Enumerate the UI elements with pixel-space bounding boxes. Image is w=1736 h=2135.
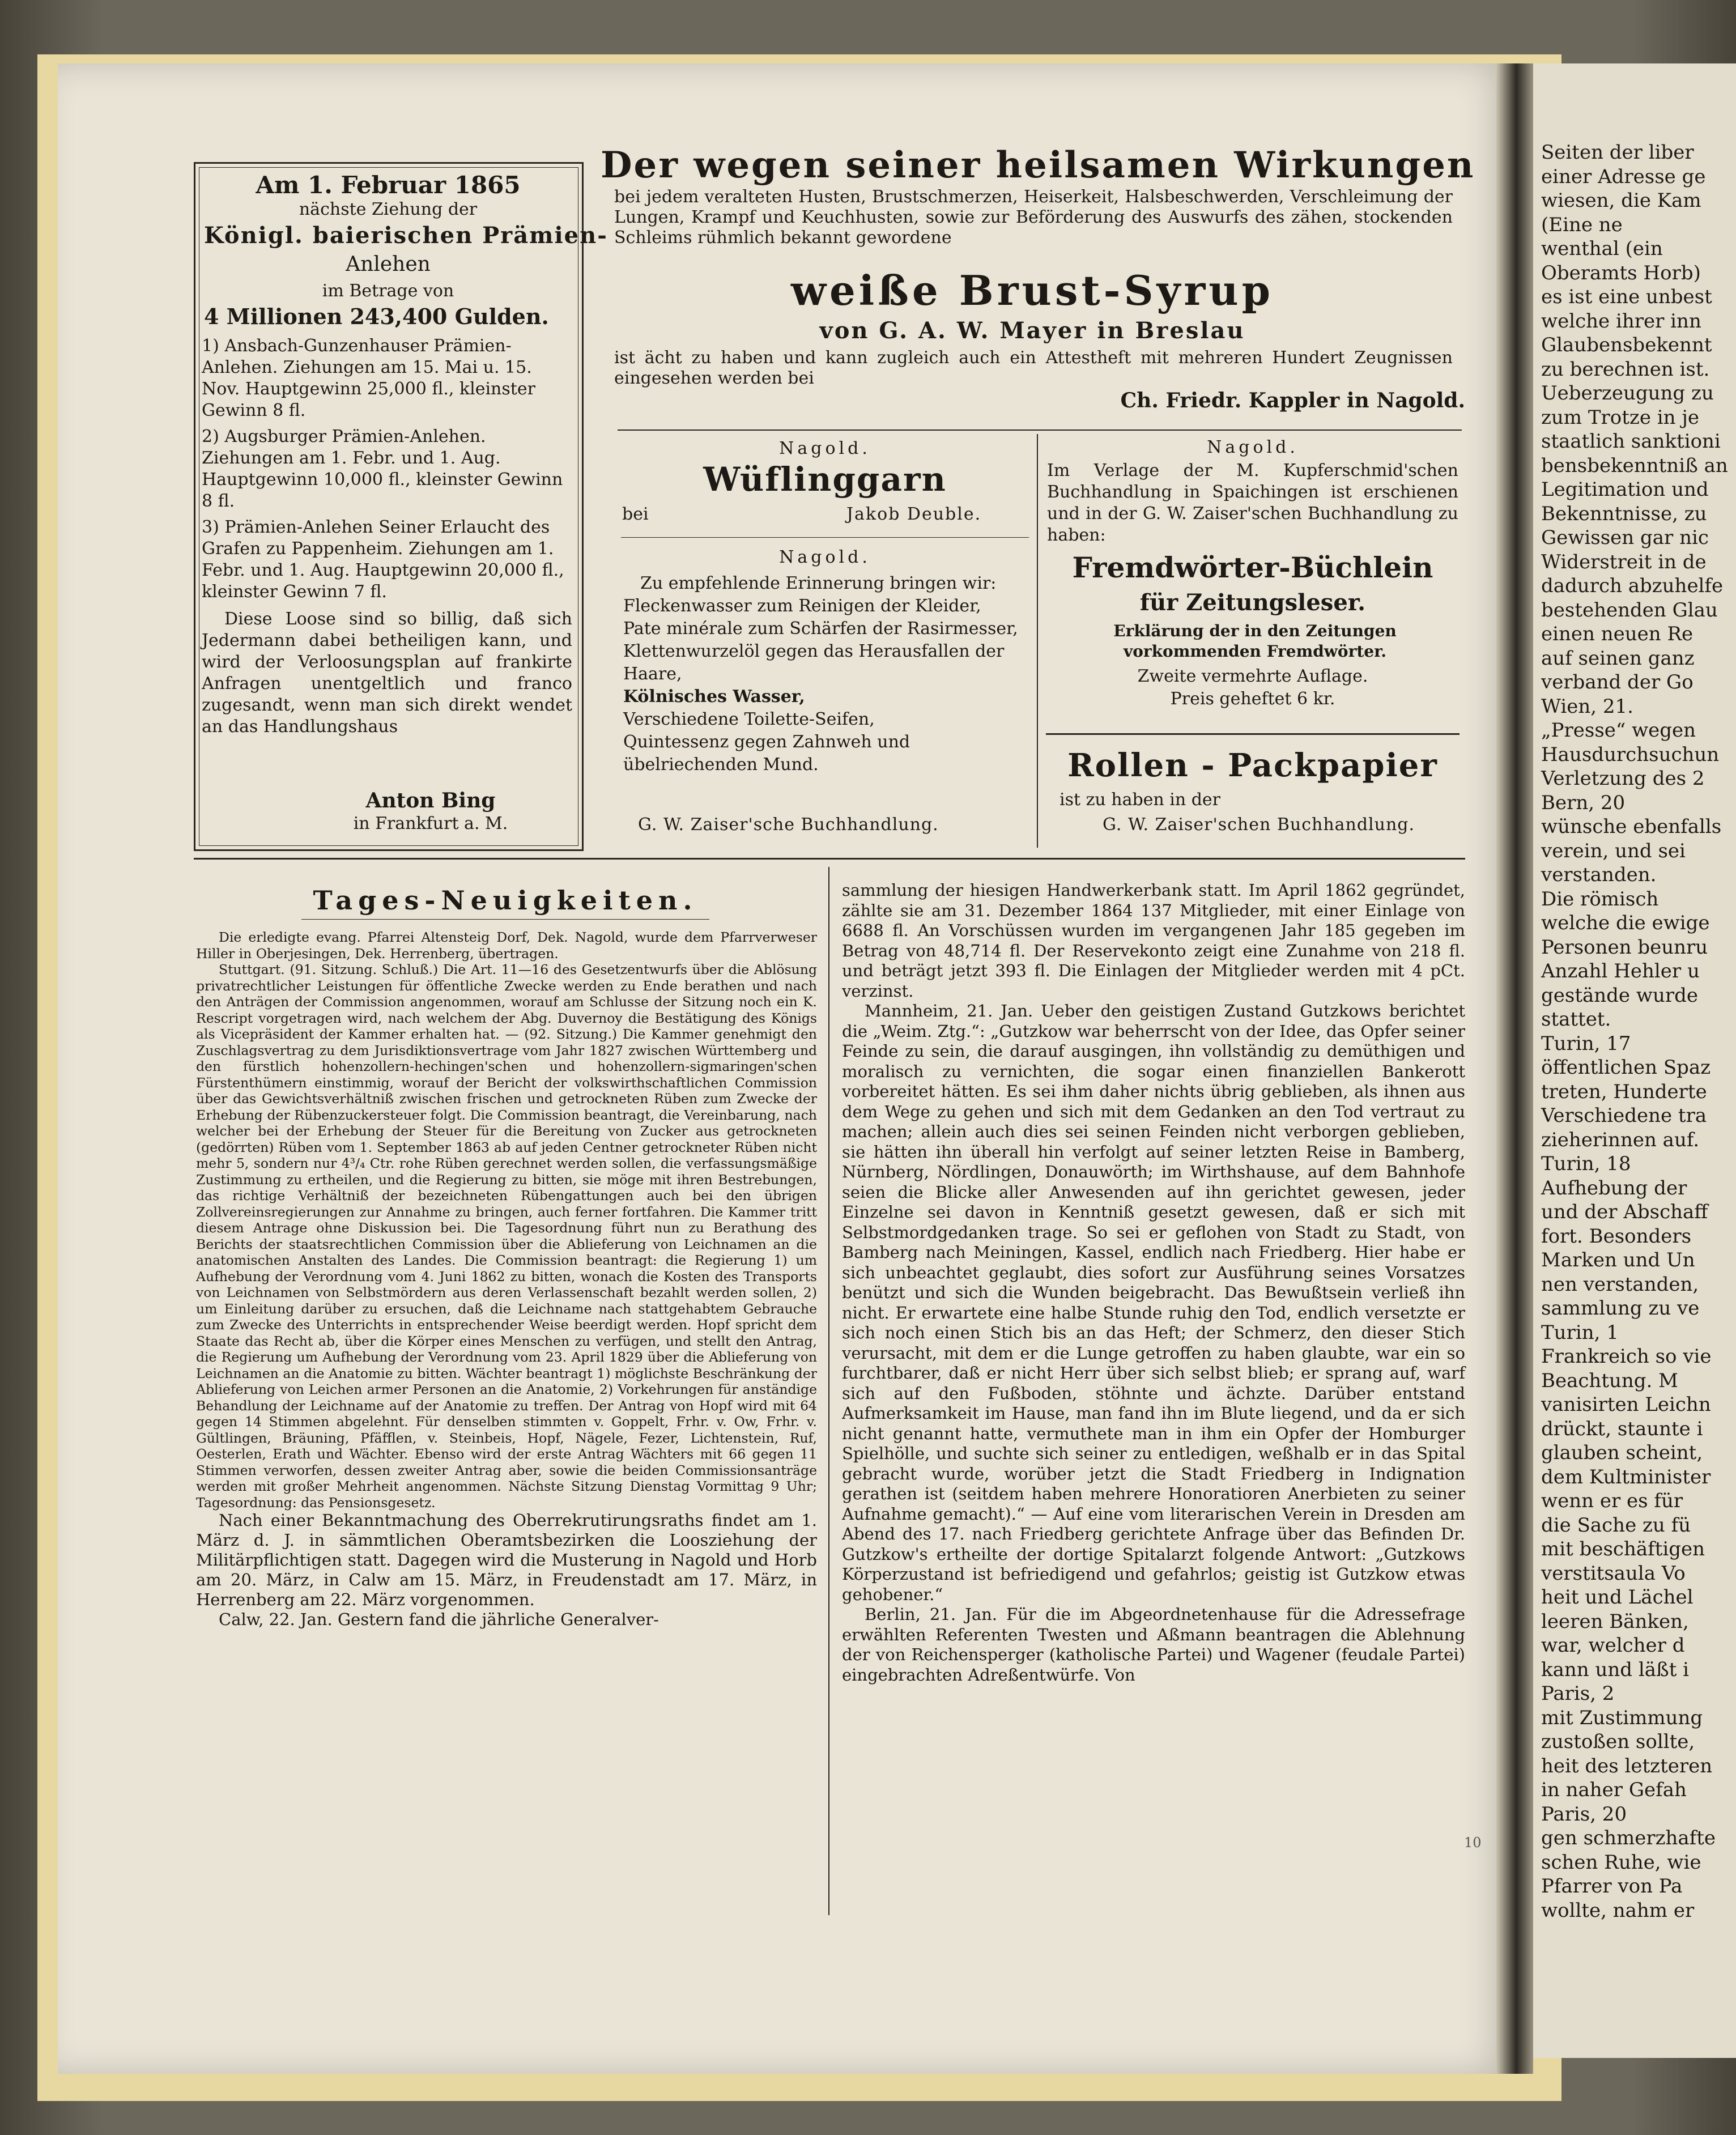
syrup-dealer: Ch. Friedr. Kappler in Nagold. [1120, 389, 1465, 412]
facing-page-line: dadurch abzuhelfe [1541, 575, 1724, 597]
facing-page-line: gestände wurde [1541, 984, 1698, 1007]
facing-page-line: in naher Gefah [1541, 1779, 1687, 1801]
book-subtitle: für Zeitungsleser. [1139, 589, 1366, 616]
lottery-item: 1) Ansbach-Gunzenhauser Prämien-Anlehen. Ziehungen am 15. Mai u. 15. Nov. Hauptgewinn 25,000 fl., kleinster Gewinn 8 fl. [202, 336, 535, 420]
cosmetics-item: Pate minérale zum Schärfen der Rasirmesser, [623, 619, 1018, 639]
paper-title: Rollen - Packpapier [1067, 747, 1438, 784]
facing-page-line: staatlich sanktioni [1541, 430, 1721, 453]
lottery-line2: nächste Ziehung der [299, 199, 478, 219]
book-place: Nagold. [1207, 437, 1299, 457]
facing-page-line: Paris, 2 [1541, 1682, 1615, 1705]
facing-page-line: welche ihrer inn [1541, 309, 1701, 333]
cosmetics-list [623, 572, 1027, 776]
lottery-items [202, 335, 572, 738]
book-edition: Zweite vermehrte Auflage. [1137, 666, 1368, 686]
news-column-1 [196, 929, 817, 1630]
facing-page-line: zustoßen sollte, [1541, 1730, 1695, 1753]
facing-page-edge [1533, 63, 1736, 2058]
cosmetics-item: Klettenwurzelöl gegen das Herausfallen der Haare, [623, 641, 1005, 684]
syrup-text1: bei jedem veralteten Husten, Brustschmerzen, Heiserkeit, Halsbeschwerden, Verschleimung der Lungen, Krampf und Keuchhusten, sowie zur Beförderung des Auswurfs des zähen, stockenden Schleims rühmlich bekannt gewordene [614, 187, 1453, 248]
book-text: Im Verlage der M. Kupferschmid'schen Buchhandlung in Spaichingen ist erschienen und in der G. W. Zaiser'schen Buchhandlung zu haben: [1047, 461, 1458, 545]
facing-page-line: Anzahl Hehler u [1541, 960, 1700, 983]
facing-page-line: sammlung zu ve [1541, 1297, 1700, 1320]
wool-line-left: bei [622, 504, 649, 524]
news-item: Berlin, 21. Jan. Für die im Abgeordnetenhause für die Adressefrage erwählten Referenten Twesten und Aßmann beantragen die Ablehnung der von Reichensperger (katholische Partei) und Wagener (feudale Partei) eingebrachten Adreßentwürfe. Von [842, 1605, 1465, 1685]
facing-page-line: Aufhebung der [1541, 1176, 1687, 1200]
facing-page-line: verstitsaula Vo [1541, 1562, 1686, 1585]
book-price: Preis geheftet 6 kr. [1170, 689, 1335, 709]
syrup-headline: Der wegen seiner heilsamen Wirkungen [601, 144, 1475, 186]
facing-page-line: Verletzung des 2 [1541, 767, 1705, 790]
facing-page-line: „Presse“ wegen [1541, 719, 1696, 742]
facing-page-line: Glaubensbekennt [1541, 334, 1712, 356]
facing-page-line: Beachtung. M [1541, 1369, 1678, 1392]
facing-page-line: zum Trotze in je [1541, 406, 1700, 429]
facing-page-line: und der Abschaff [1541, 1201, 1708, 1223]
facing-page-line: Bekenntnisse, zu [1541, 502, 1707, 525]
facing-page-line: mit Zustimmung [1541, 1706, 1703, 1729]
facing-page-line: verein, und sei [1541, 839, 1686, 862]
facing-page-line: einer Adresse ge [1541, 165, 1706, 188]
facing-page-line: Turin, 18 [1541, 1152, 1631, 1175]
facing-page-line: Hausdurchsuchun [1541, 743, 1720, 766]
wool-line-right: Jakob Deuble. [846, 504, 982, 524]
heading-underline [301, 919, 709, 920]
facing-page-line: Marken und Un [1541, 1249, 1695, 1271]
syrup-product: weiße Brust-Syrup [791, 266, 1274, 314]
facing-page-line: mit beschäftigen [1541, 1538, 1705, 1560]
lottery-sign-place: in Frankfurt a. M. [353, 814, 508, 833]
facing-page-line: stattet. [1541, 1008, 1611, 1031]
page-number: 10 [1464, 1835, 1482, 1851]
facing-page-line: leeren Bänken, [1541, 1610, 1689, 1633]
facing-page-line: Seiten der liber [1541, 141, 1694, 164]
cosmetics-item: Kölnisches Wasser, [623, 687, 805, 707]
facing-page-line: fort. Besonders [1541, 1224, 1692, 1248]
cosmetics-item: Quintessenz gegen Zahnweh und übelriechenden Mund. [623, 732, 910, 775]
lottery-item: 2) Augsburger Prämien-Anlehen. Ziehungen am 1. Febr. und 1. Aug. Hauptgewinn 10,000 fl., kleinster Gewinn 8 fl. [202, 427, 563, 511]
book-desc: Erklärung der in den Zeitungen vorkommenden Fremdwörter. [1113, 622, 1397, 661]
facing-page-line: Verschiedene tra [1541, 1104, 1707, 1127]
syrup-maker: von G. A. W. Mayer in Breslau [819, 317, 1245, 344]
facing-page-line: wiesen, die Kam [1541, 189, 1701, 212]
wool-title: Wüflinggarn [703, 460, 947, 499]
facing-page-line: Bern, 20 [1541, 791, 1626, 814]
divider [618, 429, 1462, 431]
facing-page-line: es ist eine unbest [1541, 286, 1712, 308]
cosmetics-item: Fleckenwasser zum Reinigen der Kleider, [623, 596, 981, 616]
facing-page-line: welche die ewige [1541, 912, 1710, 934]
facing-page-line: Widerstreit in de [1541, 550, 1707, 573]
facing-page-line: öffentlichen Spaz [1541, 1056, 1711, 1079]
lottery-line5: im Betrage von [322, 281, 454, 301]
facing-page-line: Wien, 21. [1541, 695, 1633, 718]
facing-page-line: war, welcher d [1541, 1634, 1685, 1657]
lottery-date: Am 1. Februar 1865 [256, 171, 521, 199]
facing-page-line: schen Ruhe, wie [1541, 1851, 1701, 1874]
cosmetics-sign: G. W. Zaiser'sche Buchhandlung. [638, 815, 939, 835]
facing-page-line: einen neuen Re [1541, 623, 1694, 645]
facing-page-line: (Eine ne [1541, 213, 1623, 236]
news-item: sammlung der hiesigen Handwerkerbank statt. Im April 1862 gegründet, zählte sie am 31. Dezember 1864 137 Mitglieder, mit einer Einlage von 6688 fl. An Vorschüssen wurden im vergangenen Jahr 185 gegeben im Betrag von 48,714 fl. Der Reservekonto zeigt eine Zunahme von 218 fl. und beträgt jetzt 393 fl. Die Einlagen der Mitglieder werden mit 4 pCt. verzinst. [842, 881, 1465, 1001]
facing-page-line: Personen beunru [1541, 935, 1708, 959]
paper-line2: G. W. Zaiser'schen Buchhandlung. [1103, 815, 1415, 835]
facing-page-line: verstanden. [1541, 864, 1657, 886]
facing-page-line: Legitimation und [1541, 478, 1709, 501]
paper-line1: ist zu haben in der [1060, 790, 1221, 810]
facing-page-line: bestehenden Glau [1541, 598, 1718, 622]
facing-page-line: Turin, 1 [1541, 1321, 1619, 1344]
lottery-line4: Anlehen [346, 253, 431, 276]
facing-page-line: zu berechnen ist. [1541, 358, 1710, 381]
facing-page-line: Turin, 17 [1541, 1032, 1631, 1055]
facing-page-line: drückt, staunte i [1541, 1417, 1703, 1440]
news-heading: Tages-Neuigkeiten. [313, 885, 698, 916]
book-gutter [1496, 63, 1533, 2074]
lottery-body: Diese Loose sind so billig, daß sich Jedermann dabei betheiligen kann, und wird der Verloosungsplan auf frankirte Anfragen unentgeltlich und franco zugesandt, wenn man sich direkt wendet an das Handlungshaus [202, 609, 572, 737]
facing-page-line: Frankreich so vie [1541, 1345, 1712, 1368]
cosmetics-intro: Zu empfehlende Erinnerung bringen wir: [640, 573, 997, 593]
facing-page-line: nen verstanden, [1541, 1273, 1699, 1296]
cosmetics-place: Nagold. [779, 547, 871, 567]
book-title: Fremdwörter-Büchlein [1072, 551, 1433, 584]
facing-page-line: verband der Go [1541, 671, 1694, 694]
facing-page-line: zieherinnen auf. [1541, 1128, 1700, 1151]
facing-page-line: Ueberzeugung zu [1541, 382, 1714, 405]
facing-page-line: Die römisch [1541, 887, 1659, 911]
facing-page-line: vanisirten Leichn [1541, 1393, 1711, 1416]
facing-page-line: treten, Hunderte [1541, 1080, 1707, 1103]
news-item: Stuttgart. (91. Sitzung. Schluß.) Die Art. 11—16 des Gesetzentwurfs über die Ablösung privatrechtlicher Leistungen für öffentliche Zwecke werden zu Ende berathen und nach den Anträgen der Commission angenommen, worauf am Schlusse der Sitzung noch ein K. Rescript vorgetragen wird, nach welchem der Abg. Duvernoy die Bestätigung des Königs als Vicepräsident der Kammer erhalten hat. — (92. Sitzung.) Die Kammer genehmigt den Zuschlagsvertrag zu dem Jurisdiktionsvertrage vom Jahr 1827 zwischen Württemberg und den fürstlich hohenzollern-hechingen'schen und hohenzollern-sigmaringen'schen Fürstenthümern einstimmig, worauf der Bericht der volkswirthschaftlichen Commission über das Gewichtsverhältniß zwischen frischen und getrockneten Rüben zum Zwecke der Erhebung der Rübenzuckersteuer folgt. Die Commission beantragt, die Vereinbarung, nach welcher bei der Erhebung der Steuer für die Bereitung von Zucker aus getrockneten (gedörrten) Rüben vom 1. September 1863 ab auf jeden Centner getrockneter Rüben nicht mehr 5, sondern nur 4³/₄ Ctr. rohe Rüben gerechnet werden sollen, die verfassungsmäßige Zustimmung zu ertheilen, und die Regierung zu bitten, sie möge mit ihren Bestrebungen, das richtige Verhältniß der bezeichneten Rübengattungen auch bei den übrigen Zollvereinsregierungen zur Annahme zu bringen, auch ferner fortfahren. Die Kammer tritt diesem Antrage ohne Diskussion bei. Die Tagesordnung führt nun zu Berathung des Berichts der staatsrechtlichen Commission über die Ablieferung von Leichnamen an die anatomischen Anstalten des Landes. Die Commission beantragt: die Regierung 1) um Aufhebung der Verordnung vom 4. Juni 1862 zu bitten, wonach die Kosten des Transports von Leichnamen von Selbstmördern aus deren Verlassenschaft bezahlt werden sollen, 2) um Einleitung darüber zu ersuchen, daß die Leichname nach stattgehabtem Gebrauche zum Zwecke des Unterrichts in entsprechender Weise beerdigt werden. Hopf spricht dem Staate das Recht ab, über die Körper eines Menschen zu verfügen, und stellt den Antrag, die Regierung um Aufhebung der Verordnung vom 23. April 1829 über die Ablieferung von Leichnamen an die Anatomie zu bitten. Wächter beantragt 1) möglichste Beschränkung der Ablieferung von Leichen armer Personen an die Anatomie, 2) Vorkehrungen für anständige Behandlung der Leichname auf der Anatomie zu treffen. Der Antrag von Hopf wird mit 64 gegen 14 Stimmen abgelehnt. Für denselben stimmten v. Goppelt, Frhr. v. Ow, Frhr. v. Gültlingen, Bräuning, Pfäfflen, v. Steinbeis, Hopf, Nägele, Fezer, Lichtenstein, Ruf, Oesterlen, Erath und Wächter. Ebenso wird der erste Antrag Wächters mit 66 gegen 11 Stimmen verworfen, dessen zweiter Antrag aber, sowie die beiden Commissionsanträge werden mit großer Mehrheit angenommen. Nächste Sitzung Dienstag Vormittag 9 Uhr; Tagesordnung: das Pensionsgesetz. [196, 962, 817, 1511]
facing-page-line: Paris, 20 [1541, 1802, 1627, 1826]
syrup-text2: ist ächt zu haben und kann zugleich auch ein Attestheft mit mehreren Hundert Zeugnissen eingesehen werden bei [614, 348, 1453, 388]
column-divider [828, 867, 829, 1915]
lottery-amount: 4 Millionen 243,400 Gulden. [204, 304, 549, 329]
facing-page-line: glauben scheint, [1541, 1441, 1703, 1464]
facing-page-line: bensbekenntniß an [1541, 454, 1728, 477]
wool-place: Nagold. [779, 439, 871, 458]
facing-page-line: wenn er es für [1541, 1490, 1683, 1512]
facing-page-line: Pfarrer von Pa [1541, 1875, 1683, 1898]
lottery-sign-name: Anton Bing [365, 789, 496, 813]
news-item: Calw, 22. Jan. Gestern fand die jährliche Generalver- [219, 1610, 659, 1629]
facing-page-line: wollte, nahm er [1541, 1899, 1695, 1922]
news-item: Die erledigte evang. Pfarrei Altensteig Dorf, Dek. Nagold, wurde dem Pfarrverweser Hiller in Oberjesingen, Dek. Herrenberg, übertragen. [196, 929, 817, 962]
facing-page-line: Gewissen gar nic [1541, 526, 1709, 549]
lottery-item: 3) Prämien-Anlehen Seiner Erlaucht des Grafen zu Pappenheim. Ziehungen am 1. Febr. und 1. Aug. Hauptgewinn 20,000 fl., kleinster Gewinn 7 fl. [202, 517, 564, 602]
facing-page-line: wünsche ebenfalls [1541, 815, 1722, 838]
section-divider [194, 858, 1465, 860]
news-item: Nach einer Bekanntmachung des Oberrekrutirungsraths findet am 1. März d. J. in sämmtlichen Oberamtsbezirken die Loosziehung der Militärpflichtigen statt. Dagegen wird die Musterung in Nagold und Horb am 20. März, in Calw am 15. März, in Freudenstadt am 17. März, in Herrenberg am 22. März vorgenommen. [196, 1511, 817, 1609]
column-divider [1037, 434, 1038, 848]
facing-page-line: heit und Lächel [1541, 1586, 1694, 1609]
facing-page-line: wenthal (ein [1541, 237, 1663, 260]
facing-page-line: heit des letzteren [1541, 1754, 1713, 1777]
facing-page-line: Oberamts Horb) [1541, 261, 1701, 284]
divider [1046, 733, 1460, 735]
lottery-line3: Königl. baierischen Prämien- [204, 222, 608, 249]
news-column-2 [842, 881, 1465, 1685]
divider [621, 537, 1029, 538]
facing-page-line: kann und läßt i [1541, 1658, 1690, 1681]
cosmetics-item: Verschiedene Toilette-Seifen, [623, 709, 875, 729]
facing-page-line: die Sache zu fü [1541, 1513, 1691, 1537]
facing-page-line: gen schmerzhafte [1541, 1827, 1716, 1849]
news-item: Mannheim, 21. Jan. Ueber den geistigen Zustand Gutzkows berichtet die „Weim. Ztg.“: „Gutzkow war beherrscht von der Idee, das Opfer seiner Feinde zu sein, die darauf ausgingen, ihn vollständig zu demüthigen und moralisch zu vernichten, die sogar einen finanziellen Bankerott vorbereitet hätten. Es sei ihm daher nichts übrig geblieben, als ihnen aus dem Wege zu gehen und sich mit dem Gedanken an den Tod vertraut zu machen; allein auch dies sei seinen Feinden nicht verborgen geblieben, sie hätten ihn überall hin verfolgt auf seiner letzten Reise in Bamberg, Nürnberg, Nördlingen, Donauwörth; im Wirthshause, auf dem Bahnhofe seien die Blicke aller Anwesenden auf ihn gerichtet gewesen, jeder Einzelne sei davon in Kenntniß gesetzt gewesen, daß er sich mit Selbstmordgedanken trage. So sei er geflohen von Stadt zu Stadt, von Bamberg nach Meiningen, Kassel, endlich nach Friedberg. Hier habe er sich unbeachtet geglaubt, dies sofort zur Ausführung seines Vorsatzes benützt und sich die Wunden beigebracht. Das Bewußtsein verließ ihn nicht. Er erwartete eine halbe Stunde ruhig den Tod, endlich versetzte er sich noch einen Stich bis an das Heft; der Schmerz, den dieser Stich verursacht, mit dem er die Lunge getroffen zu haben glaubte, war ein so furchtbarer, daß er nicht Herr über sich selbst blieb; er sprang auf, warf sich auf den Fußboden, stöhnte und ächzte. Darüber entstand Aufmerksamkeit im Hause, man fand ihn im Blute liegend, und da er sich nicht genannt hatte, vermuthete man in ihm ein Opfer der Homburger Spielhölle, und suchte sich seiner zu entledigen, weßhalb er in das Spital gebracht wurde, worüber jetzt die Stadt Friedberg in Indignation gerathen ist (seitdem haben mehrere Honoratioren Anerbieten zu seiner Aufnahme gemacht).“ — Auf eine vom literarischen Verein in Dresden am Abend des 17. nach Friedberg gerichtete Anfrage über das Befinden Dr. Gutzkow's ertheilte der dortige Spitalarzt folgende Antwort: „Gutzkows Körperzustand ist befriedigend und gefahrlos; geistig ist Gutzkow etwas gehobener.“ [842, 1001, 1465, 1604]
facing-page-line: dem Kultminister [1541, 1465, 1711, 1488]
facing-page-line: auf seinen ganz [1541, 647, 1695, 670]
